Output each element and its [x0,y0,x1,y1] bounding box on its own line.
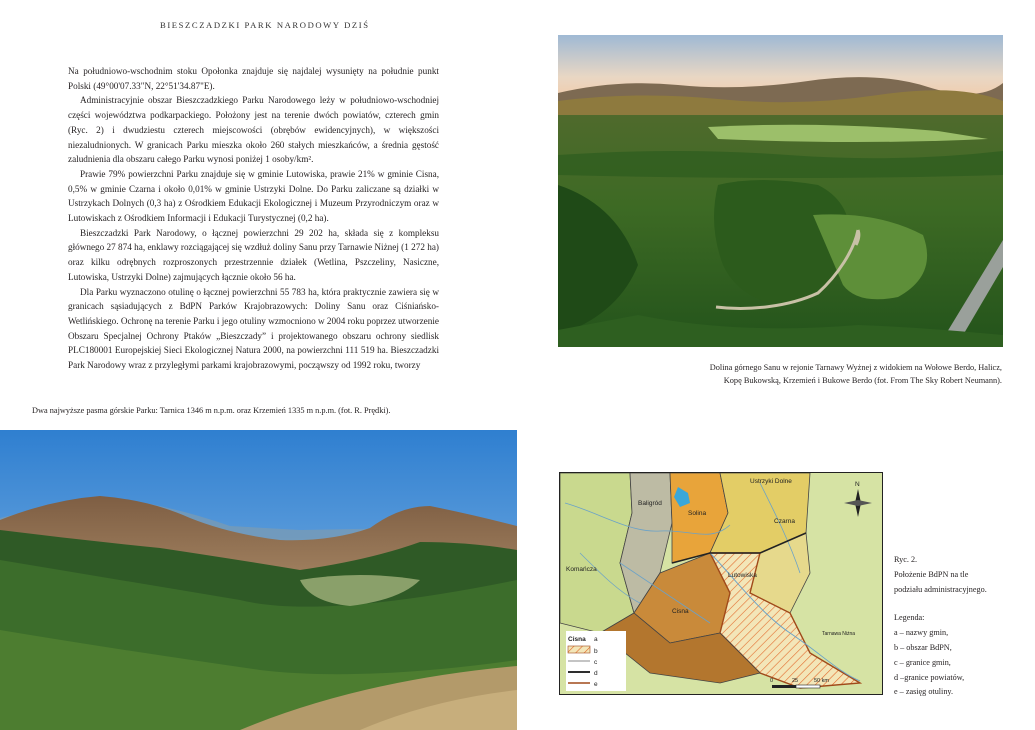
valley-aerial-photo [558,35,1003,347]
paragraph-2: Administracyjnie obszar Bieszczadzkiego Parku Narodowego leży w południowo-wschodniej części województwa podkarpackiego. Położony jest na terenie dwóch powiatów, czterech gmin (Ryc. 2) i dwudziestu czterech miejscowości (obrębów ewidencyjnych), w większości niezaludnionych. W granicach Parku mieszka około 260 stałych mieszkańców, a średnia gęstość zaludnienia dla obszaru całego Parku wynosi poniżej 1 osoby/km². [68,95,439,165]
label-lutowiska: Lutowiska [728,572,757,579]
valley-caption-line-2: Kopę Bukowską, Krzemień i Bukowe Berdo (fot. From The Sky Robert Neumann). [723,376,1002,385]
paragraph-4: Bieszczadzki Park Narodowy, o łącznej powierzchni 29 202 ha, składa się z kompleksu głównego 27 874 ha, enklawy rozciągającej się wzdłuż doliny Sanu przy Tarnawie Niżnej (1 272 ha) oraz kilku odrębnych rozproszonych przestrzennie działek (Wetlina, Pszczeliny, Nasiczne, Lutowiska, Ustrzyki Dolne) zajmujących łącznie około 56 ha. [68,227,439,282]
north-label: N [855,481,860,488]
administrative-map [559,472,883,695]
legend-letter-a: a [594,636,598,643]
legend-item-c: c – granice gmin, [894,657,951,667]
map-legend [566,631,626,691]
legend-item-e: e – zasięg otuliny. [894,687,954,697]
paragraph-5: Dla Parku wyznaczono otulinę o łącznej powierzchni 55 783 ha, która praktycznie zawiera się w granicach sąsiadujących z BdPN Parków Krajobrazowych: Doliny Sanu oraz Ciśniańsko-Wetlińskiego. Ochronę na terenie Parku i jego otuliny wzmocniono w 2004 roku poprzez utworzenie Obszaru Specjalnej Ochrony Ptaków „Bieszczady” i projektowanego obszaru ochrony siedlisk PLC180001 Europejskiej Sieci Ekologicznej Natura 2000, na powierzchni 111 519 ha. Bieszczadzki Park Narodowy wraz z przyległymi parkami krajobrazowymi, począwszy od 1992 roku, tworzy [68,286,439,371]
valley-photo-caption [562,361,1002,387]
scale-mid: 25 [792,678,799,684]
label-czarna: Czarna [774,518,795,525]
paragraph-3: Prawie 79% powierzchni Parku znajduje się w gminie Lutowiska, prawie 21% w gminie Cisna, 0,5% w gminie Czarna i około 0,01% w gminie Ustrzyki Dolne. Do Parku zaliczane są działki w Ustrzykach Dolnych (0,3 ha) z Ośrodkiem Edukacji Ekologicznej i Muzeum Przyrodniczym oraz w Lutowiskach z Ośrodkiem Informacji i Edukacji Turystycznej (0,2 ha). [68,168,439,224]
mountains-photo-caption: Dwa najwyższe pasma górskie Parku: Tarnica 1346 m n.p.m. oraz Krzemień 1335 m n.p.m. (fot. R. Prędki). [32,406,391,415]
valley-caption-line-1: Dolina górnego Sanu w rejonie Tarnawy Wyżnej z widokiem na Wołowe Berdo, Halicz, [709,363,1002,372]
legend-item-a: a – nazwy gmin, [894,628,949,638]
body-text [68,64,439,373]
label-tarnawa: Tarnawa Niżna [822,631,856,637]
legend-item-b: b – obszar BdPN, [894,642,952,652]
legend-letter-c: c [594,659,598,666]
scale-end: 50 km [814,678,829,684]
label-solina: Solina [688,510,707,517]
label-cisna: Cisna [672,608,689,615]
legend-title: Legenda: [894,613,925,623]
paragraph-1: Na południowo-wschodnim stoku Opołonka znajduje się najdalej wysunięty na południe punkt Polski (49°00'07.33"N, 22°51'34.87"E). [68,66,439,91]
legend-item-d: d –granice powiatów, [894,672,965,682]
label-ustrzyki-dolne: Ustrzyki Dolne [750,478,792,485]
legend-letter-b: b [594,648,598,655]
label-baligrod: Baligród [638,500,662,507]
legend-b-swatch [568,646,590,653]
figure-legend [894,553,1024,700]
running-header: BIESZCZADZKI PARK NARODOWY DZIŚ [160,20,370,30]
label-komancza: Komańcza [566,566,597,573]
scale-zero: 0 [770,678,774,684]
figure-title-line-1: Położenie BdPN na tle [894,569,969,579]
mountains-photo [0,430,517,730]
figure-title-line-2: podziału administracyjnego. [894,584,987,594]
figure-label: Ryc. 2. [894,555,918,564]
legend-a-sample: Cisna [568,636,586,643]
legend-letter-e: e [594,681,598,688]
legend-letter-d: d [594,670,598,677]
